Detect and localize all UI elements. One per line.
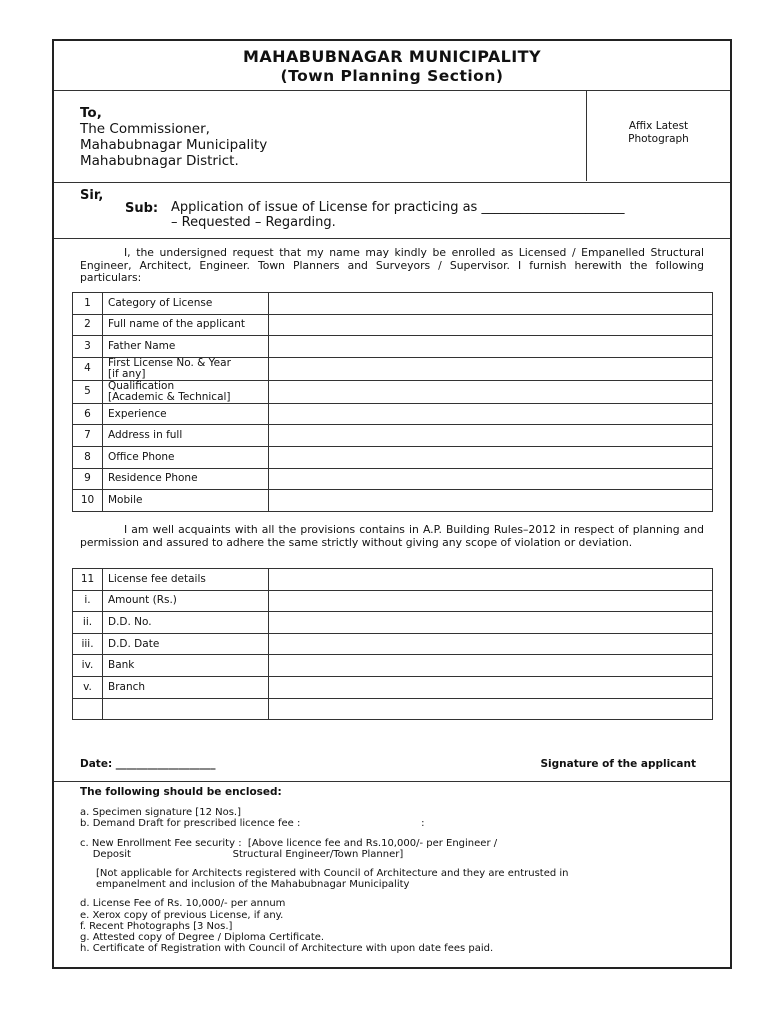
row-number: 1 <box>73 293 103 315</box>
subject-text: Application of issue of License for practicing as ______________________ <box>171 200 625 215</box>
table-row <box>73 425 713 447</box>
list-item: c. New Enrollment Fee security : [Above licence fee and Rs.10,000/- per Engineer / <box>80 837 498 849</box>
row-label: Qualification <box>108 379 175 392</box>
enclosures-list <box>80 787 710 954</box>
row-label: Branch <box>103 676 269 698</box>
row-label: D.D. No. <box>103 612 269 634</box>
list-item: e. Xerox copy of previous License, if any. <box>80 909 284 921</box>
row-number: 9 <box>73 468 103 490</box>
subject-block <box>54 183 730 239</box>
entry-field[interactable] <box>269 380 713 403</box>
entry-field[interactable] <box>269 590 713 612</box>
table-row <box>73 590 713 612</box>
row-label: Mobile <box>103 490 269 512</box>
row-label <box>103 698 269 720</box>
row-label: First License No. & Year <box>108 356 231 369</box>
table-row <box>73 403 713 425</box>
entry-field[interactable] <box>269 403 713 425</box>
row-label: Office Phone <box>103 446 269 468</box>
row-label: Bank <box>103 655 269 677</box>
table-row <box>73 314 713 336</box>
list-item: Deposit Structural Engineer/Town Planner] <box>80 848 404 860</box>
entry-field[interactable] <box>269 490 713 512</box>
row-number: i. <box>73 590 103 612</box>
row-label: Address in full <box>103 425 269 447</box>
table-row <box>73 357 713 380</box>
entry-field[interactable] <box>269 357 713 380</box>
entry-field[interactable] <box>269 633 713 655</box>
row-label: D.D. Date <box>103 633 269 655</box>
row-number <box>73 698 103 720</box>
entry-field[interactable] <box>269 468 713 490</box>
row-number: 8 <box>73 446 103 468</box>
list-item: f. Recent Photographs [3 Nos.] <box>80 920 233 932</box>
row-number: 4 <box>73 357 103 380</box>
entry-field[interactable] <box>269 425 713 447</box>
list-note: empanelment and inclusion of the Mahabubnagar Municipality <box>96 879 410 891</box>
row-number: 6 <box>73 403 103 425</box>
form-header <box>54 41 730 91</box>
row-label: Experience <box>103 403 269 425</box>
table-row <box>73 380 713 403</box>
entry-field[interactable] <box>269 314 713 336</box>
row-label: Father Name <box>103 336 269 358</box>
entry-field[interactable] <box>269 336 713 358</box>
entry-field[interactable] <box>269 698 713 720</box>
table-row <box>73 293 713 315</box>
row-label-multi <box>103 357 269 380</box>
list-item: h. Certificate of Registration with Council of Architecture with upon date fees paid. <box>80 943 494 955</box>
row-number: iii. <box>73 633 103 655</box>
row-label: Category of License <box>103 293 269 315</box>
row-number: 11 <box>73 569 103 591</box>
list-note: [Not applicable for Architects registered with Council of Architecture and they are entrusted in <box>96 868 569 880</box>
photograph-box <box>586 91 730 181</box>
row-label: Residence Phone <box>103 468 269 490</box>
table-row <box>73 612 713 634</box>
intro-paragraph: I, the undersigned request that my name may kindly be enrolled as Licensed / Empanelled Structural Engineer, Architect, Engineer. Town Planners and Surveyors / Supervisor. I furnish herewith the following particulars: <box>80 246 704 284</box>
row-label-multi <box>103 380 269 403</box>
table-row <box>73 490 713 512</box>
divider <box>54 781 730 782</box>
address-line: Mahabubnagar Municipality <box>80 137 268 153</box>
entry-field[interactable] <box>269 655 713 677</box>
row-label: Full name of the applicant <box>103 314 269 336</box>
recipient-address <box>80 105 267 169</box>
row-label-note: [Academic & Technical] <box>108 390 231 403</box>
signature-row <box>80 758 696 770</box>
table-row <box>73 698 713 720</box>
address-block <box>54 91 730 183</box>
list-item: b. Demand Draft for prescribed licence fee : : <box>80 818 425 830</box>
row-number: 10 <box>73 490 103 512</box>
spacer <box>80 890 710 898</box>
table-row <box>73 655 713 677</box>
row-label: License fee details <box>103 569 269 591</box>
list-item: a. Specimen signature [12 Nos.] <box>80 807 241 819</box>
row-number: 7 <box>73 425 103 447</box>
spacer <box>80 860 710 868</box>
particulars-table <box>72 292 713 512</box>
row-label: Amount (Rs.) <box>103 590 269 612</box>
application-form <box>52 39 732 969</box>
table-row <box>73 336 713 358</box>
entry-field[interactable] <box>269 612 713 634</box>
row-label-note: [if any] <box>108 367 146 380</box>
list-item: g. Attested copy of Degree / Diploma Certificate. <box>80 932 325 944</box>
salutation: Sir, <box>80 188 104 203</box>
section-subtitle: (Town Planning Section) <box>280 67 504 85</box>
list-item: d. License Fee of Rs. 10,000/- per annum <box>80 898 286 910</box>
fee-details-table <box>72 568 713 720</box>
row-number: 5 <box>73 380 103 403</box>
enclosures-heading: The following should be enclosed: <box>80 786 282 798</box>
table-row <box>73 676 713 698</box>
photo-label: Photograph <box>628 133 689 145</box>
table-row <box>73 633 713 655</box>
signature-label: Signature of the applicant <box>540 758 696 770</box>
subject-text-cont: – Requested – Regarding. <box>171 215 336 230</box>
row-number: ii. <box>73 612 103 634</box>
to-label: To, <box>80 105 102 121</box>
entry-field[interactable] <box>269 293 713 315</box>
acknowledgement-paragraph: I am well acquaints with all the provisions contains in A.P. Building Rules–2012 in respect of planning and permission and assured to adhere the same strictly without giving any scope of violation or deviation. <box>80 523 704 549</box>
row-number: 3 <box>73 336 103 358</box>
row-number: iv. <box>73 655 103 677</box>
table-row <box>73 569 713 591</box>
subject-label: Sub: <box>125 201 159 216</box>
address-line: Mahabubnagar District. <box>80 153 239 169</box>
photo-label: Affix Latest <box>628 120 689 132</box>
entry-field[interactable] <box>269 676 713 698</box>
table-row <box>73 446 713 468</box>
date-field[interactable]: Date: ___________________ <box>80 758 216 770</box>
spacer <box>80 830 710 838</box>
municipality-title: MAHABUBNAGAR MUNICIPALITY <box>243 47 541 66</box>
row-number: 2 <box>73 314 103 336</box>
entry-field[interactable] <box>269 446 713 468</box>
entry-field[interactable] <box>269 569 713 591</box>
address-line: The Commissioner, <box>80 121 210 137</box>
row-number: v. <box>73 676 103 698</box>
table-row <box>73 468 713 490</box>
